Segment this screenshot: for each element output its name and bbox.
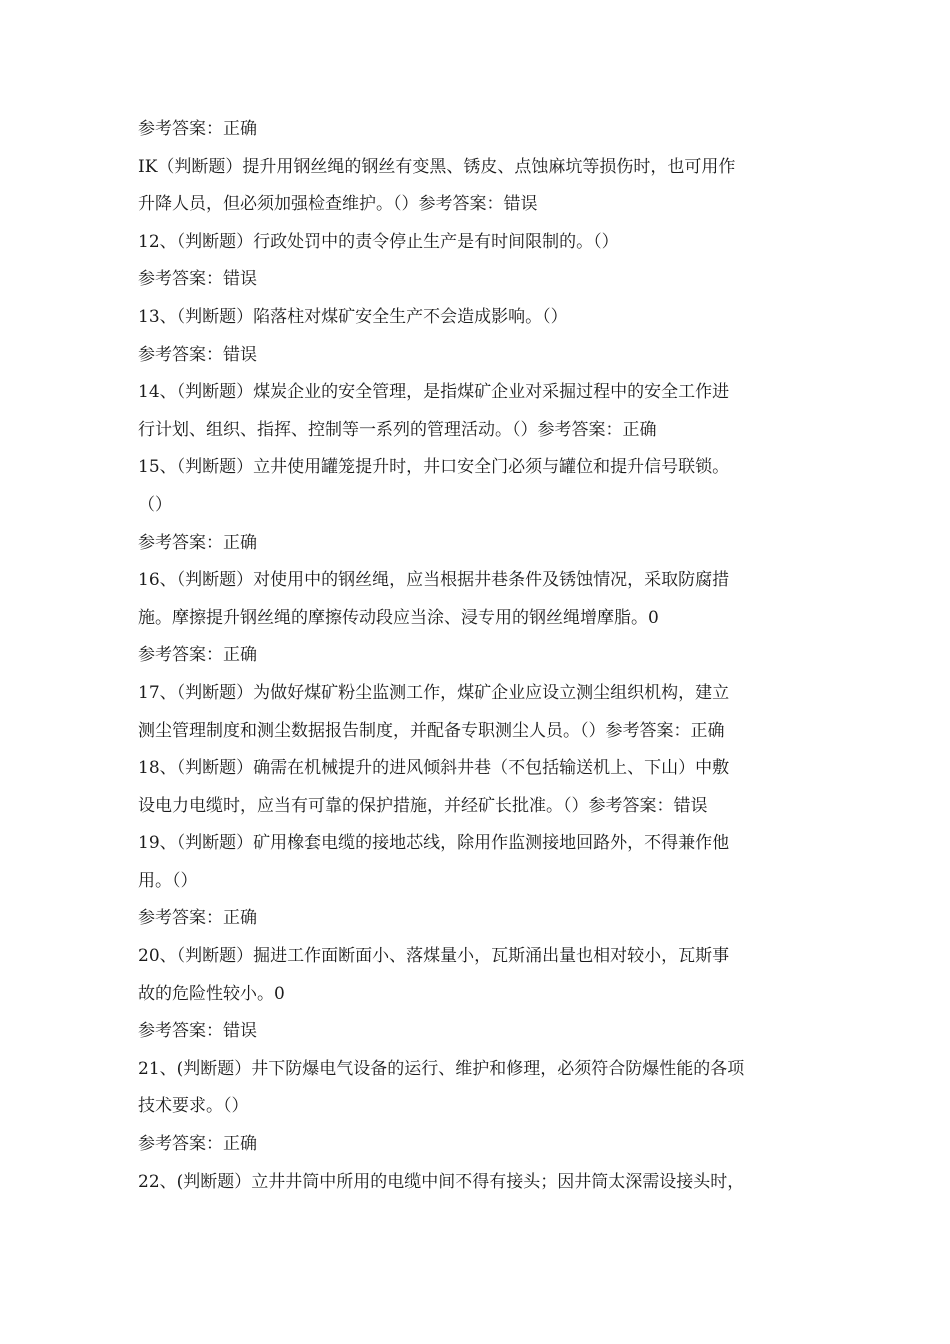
question-13-line-1: 13、（判断题）陷落柱对煤矿安全生产不会造成影响。（） [138, 306, 568, 327]
answer-12-line: 参考答案：错误 [138, 269, 257, 290]
question-19-line-2: 用。（） [138, 870, 198, 891]
answer-21-line: 参考答案：正确 [138, 1134, 257, 1155]
answer-16-line: 参考答案：正确 [138, 645, 257, 666]
question-20-line-1: 20、（判断题）掘进工作面断面小、落煤量小，瓦斯涌出量也相对较小，瓦斯事 [138, 946, 730, 967]
question-17-line-1: 17、（判断题）为做好煤矿粉尘监测工作，煤矿企业应设立测尘组织机构，建立 [138, 682, 730, 703]
question-11-line-1: IK（判断题）提升用钢丝绳的钢丝有变黑、锈皮、点蚀麻坑等损伤时，也可用作 [138, 156, 736, 177]
question-18-line-2: 设电力电缆时，应当有可靠的保护措施，并经矿长批准。（）参考答案：错误 [138, 795, 708, 816]
question-21-line-2: 技术要求。（） [138, 1096, 249, 1117]
question-21-line-1: 21、(判断题）井下防爆电气设备的运行、维护和修理，必须符合防爆性能的各项 [138, 1058, 745, 1079]
question-16-line-1: 16、（判断题）对使用中的钢丝绳，应当根据井巷条件及锈蚀情况，采取防腐措 [138, 570, 730, 591]
question-20-line-2: 故的危险性较小。0 [138, 983, 285, 1004]
question-22-line-1: 22、(判断题）立井井筒中所用的电缆中间不得有接头；因井筒太深需设接头时， [138, 1171, 745, 1192]
question-14-line-1: 14、（判断题）煤炭企业的安全管理，是指煤矿企业对采掘过程中的安全工作进 [138, 382, 730, 403]
question-19-line-1: 19、（判断题）矿用橡套电缆的接地芯线，除用作监测接地回路外，不得兼作他 [138, 833, 730, 854]
question-18-line-1: 18、（判断题）确需在机械提升的进风倾斜井巷（不包括输送机上、下山）中敷 [138, 758, 730, 779]
document-body [138, 111, 818, 1201]
question-11-line-2: 升降人员，但必须加强检查维护。（）参考答案：错误 [138, 194, 538, 215]
question-15-line-1: 15、（判断题）立井使用罐笼提升时，井口安全门必须与罐位和提升信号联锁。 [138, 457, 730, 478]
answer-line: 参考答案：正确 [138, 119, 257, 139]
question-12-line-1: 12、（判断题）行政处罚中的责令停止生产是有时间限制的。（） [138, 231, 619, 252]
answer-15-line: 参考答案：正确 [138, 532, 257, 553]
question-16-line-2: 施。摩擦提升钢丝绳的摩擦传动段应当涂、浸专用的钢丝绳增摩脂。0 [138, 607, 659, 628]
answer-19-line: 参考答案：正确 [138, 908, 257, 929]
answer-13-line: 参考答案：错误 [138, 344, 257, 365]
question-14-line-2: 行计划、组织、指挥、控制等一系列的管理活动。（）参考答案：正确 [138, 419, 657, 440]
question-15-line-2: （） [138, 494, 172, 515]
question-17-line-2: 测尘管理制度和测尘数据报告制度，并配备专职测尘人员。（）参考答案：正确 [138, 720, 725, 741]
answer-20-line: 参考答案：错误 [138, 1021, 257, 1042]
